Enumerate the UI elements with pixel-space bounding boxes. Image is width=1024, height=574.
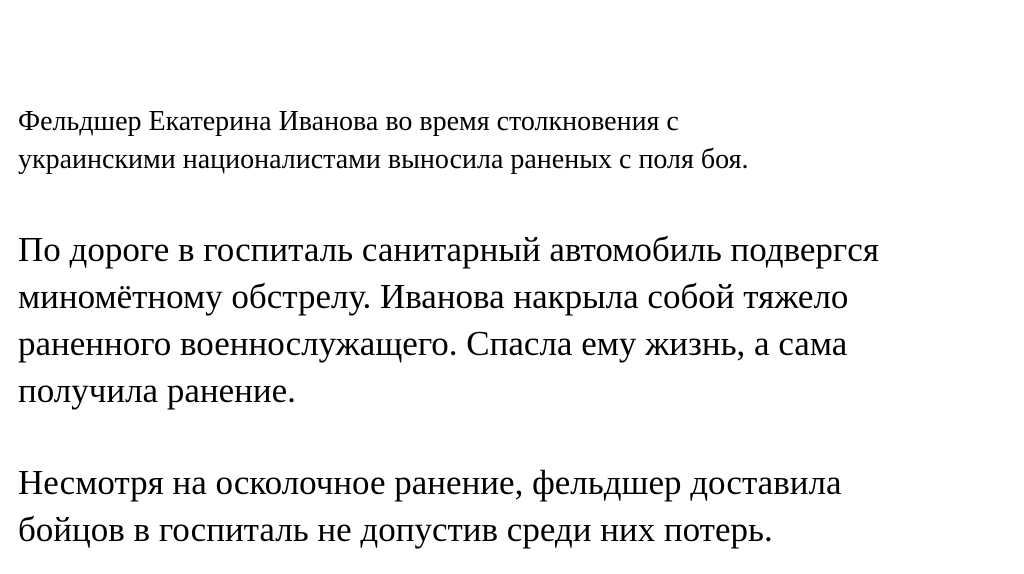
paragraph-line: получила ранение.	[18, 371, 296, 410]
paragraph-conclusion	[18, 459, 841, 553]
paragraph-line: По дороге в госпиталь санитарный автомобиль подвергся	[18, 230, 879, 269]
paragraph-line: бойцов в госпиталь не допустив среди них потерь.	[18, 510, 773, 549]
paragraph-line: миномётному обстрелу. Иванова накрыла собой тяжело	[18, 277, 849, 316]
paragraph-line: раненного военнослужащего. Спасла ему жизнь, а сама	[18, 324, 848, 363]
paragraph-line: Несмотря на осколочное ранение, фельдшер доставила	[18, 463, 842, 502]
paragraph-intro	[18, 103, 749, 179]
paragraph-line: украинскими националистами выносила раненых с поля боя.	[18, 144, 749, 175]
paragraph-story	[18, 226, 879, 414]
paragraph-line: Фельдшер Екатерина Иванова во время столкновения с	[18, 106, 679, 137]
